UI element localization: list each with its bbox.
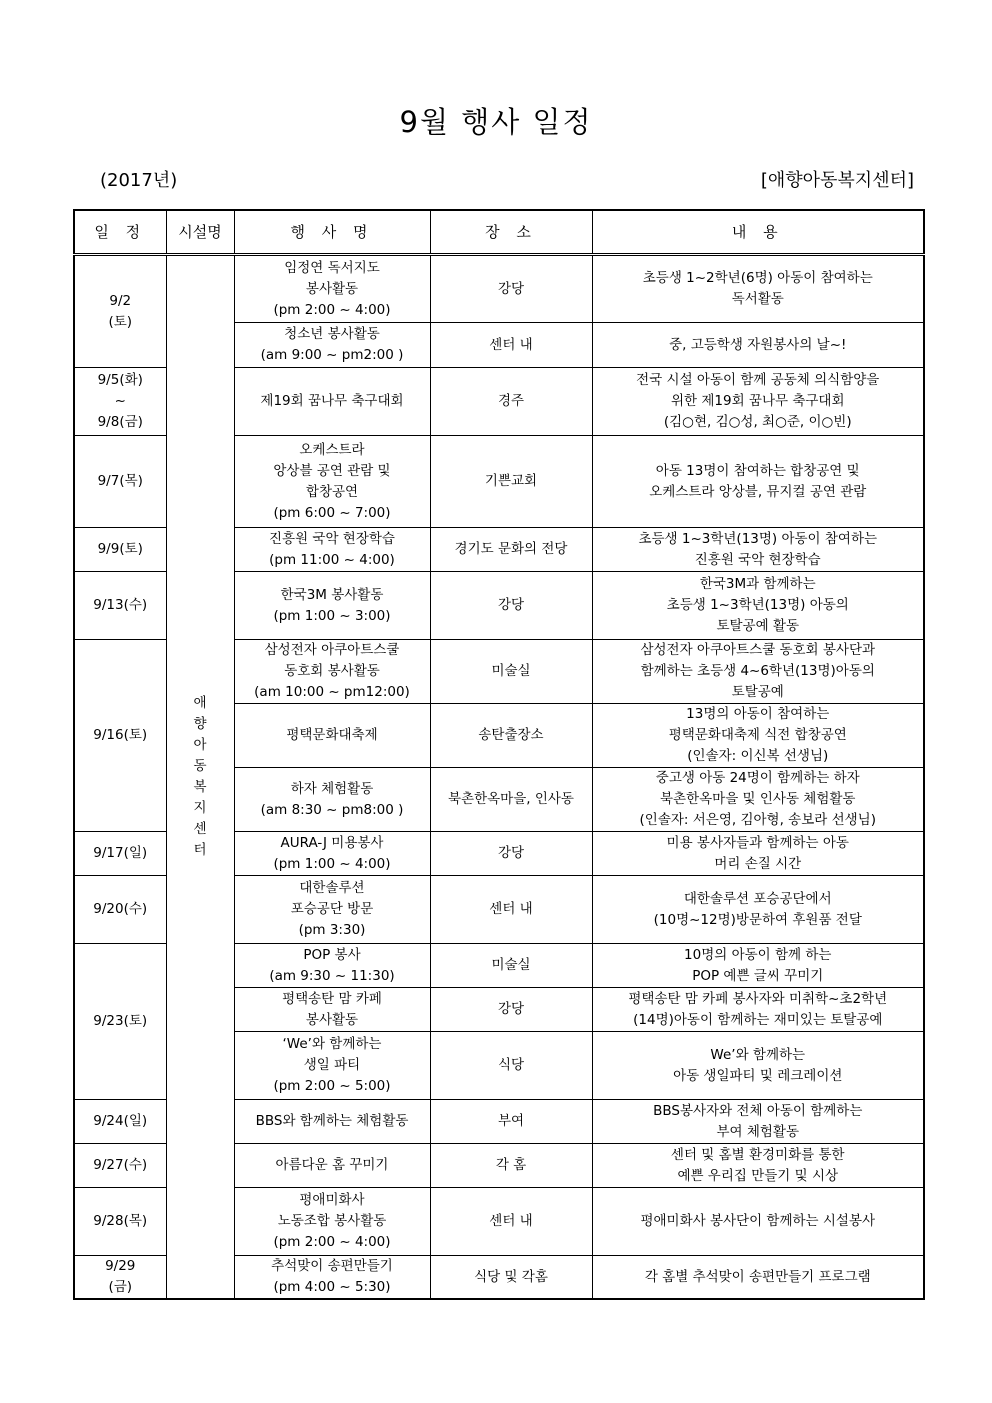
event-cell: 추석맞이 송편만들기 (pm 4:00 ~ 5:30) <box>234 1256 430 1300</box>
date-cell: 9/2 (토) <box>74 255 166 368</box>
schedule-table <box>73 209 925 1300</box>
date-cell: 9/23(토) <box>74 944 166 1100</box>
event-cell: 진흥원 국악 현장학습 (pm 11:00 ~ 4:00) <box>234 528 430 572</box>
place-cell: 미술실 <box>430 944 592 988</box>
date-cell: 9/17(일) <box>74 832 166 876</box>
header-date: 일 정 <box>74 210 166 255</box>
date-cell: 9/29 (금) <box>74 1256 166 1300</box>
event-cell: 제19회 꿈나무 축구대회 <box>234 368 430 436</box>
place-cell: 식당 <box>430 1032 592 1100</box>
event-cell: 임정연 독서지도 봉사활동 (pm 2:00 ~ 4:00) <box>234 255 430 323</box>
place-cell: 강당 <box>430 832 592 876</box>
page-title: 9월 행사 일정 <box>399 105 593 139</box>
event-cell: 대한솔루션 포승공단 방문 (pm 3:30) <box>234 876 430 944</box>
event-cell: 하자 체험활동 (am 8:30 ~ pm8:00 ) <box>234 768 430 832</box>
event-cell: 평택송탄 맘 카페 봉사활동 <box>234 988 430 1032</box>
content-cell: 13명의 아동이 참여하는 평택문화대축제 식전 합창공연 (인솔자: 이신복 선생님) <box>592 704 924 768</box>
event-cell: 아름다운 홈 꾸미기 <box>234 1144 430 1188</box>
event-cell: ‘We’와 함께하는 생일 파티 (pm 2:00 ~ 5:00) <box>234 1032 430 1100</box>
event-cell: POP 봉사 (am 9:30 ~ 11:30) <box>234 944 430 988</box>
table-row <box>74 255 924 323</box>
facility-cell: 애 향 아 동 복 지 센 터 <box>166 255 234 1300</box>
date-cell: 9/13(수) <box>74 572 166 640</box>
header-place: 장 소 <box>430 210 592 255</box>
date-cell: 9/27(수) <box>74 1144 166 1188</box>
content-cell: 평애미화사 봉사단이 함께하는 시설봉사 <box>592 1188 924 1256</box>
event-cell: BBS와 함께하는 체험활동 <box>234 1100 430 1144</box>
place-cell: 강당 <box>430 572 592 640</box>
content-cell: 10명의 아동이 함께 하는 POP 예쁜 글씨 꾸미기 <box>592 944 924 988</box>
content-cell: 초등생 1~2학년(6명) 아동이 참여하는 독서활동 <box>592 255 924 323</box>
place-cell: 경기도 문화의 전당 <box>430 528 592 572</box>
content-cell: 평택송탄 맘 카페 봉사자와 미취학~초2학년 (14명)아동이 함께하는 재미있는 토탈공예 <box>592 988 924 1032</box>
date-cell: 9/28(목) <box>74 1188 166 1256</box>
date-cell: 9/7(목) <box>74 436 166 528</box>
event-cell: AURA-J 미용봉사 (pm 1:00 ~ 4:00) <box>234 832 430 876</box>
content-cell: 대한솔루션 포승공단에서 (10명~12명)방문하여 후원품 전달 <box>592 876 924 944</box>
place-cell: 센터 내 <box>430 876 592 944</box>
place-cell: 송탄출장소 <box>430 704 592 768</box>
place-cell: 센터 내 <box>430 323 592 368</box>
place-cell: 각 홈 <box>430 1144 592 1188</box>
place-cell: 강당 <box>430 255 592 323</box>
place-cell: 부여 <box>430 1100 592 1144</box>
event-cell: 평애미화사 노동조합 봉사활동 (pm 2:00 ~ 4:00) <box>234 1188 430 1256</box>
content-cell: 각 홈별 추석맞이 송편만들기 프로그램 <box>592 1256 924 1300</box>
event-cell: 한국3M 봉사활동 (pm 1:00 ~ 3:00) <box>234 572 430 640</box>
header-facility: 시설명 <box>166 210 234 255</box>
date-cell: 9/5(화) ~ 9/8(금) <box>74 368 166 436</box>
place-cell: 미술실 <box>430 640 592 704</box>
content-cell: 한국3M과 함께하는 초등생 1~3학년(13명) 아동의 토탈공예 활동 <box>592 572 924 640</box>
place-cell: 센터 내 <box>430 1188 592 1256</box>
event-cell: 평택문화대축제 <box>234 704 430 768</box>
event-cell: 청소년 봉사활동 (am 9:00 ~ pm2:00 ) <box>234 323 430 368</box>
content-cell: 중, 고등학생 자원봉사의 날~! <box>592 323 924 368</box>
organization-label: [애향아동복지센터] <box>760 170 914 191</box>
place-cell: 북촌한옥마을, 인사동 <box>430 768 592 832</box>
content-cell: BBS봉사자와 전체 아동이 함께하는 부여 체험활동 <box>592 1100 924 1144</box>
date-cell: 9/24(일) <box>74 1100 166 1144</box>
place-cell: 경주 <box>430 368 592 436</box>
header-row <box>74 210 924 255</box>
header-content: 내 용 <box>592 210 924 255</box>
place-cell: 강당 <box>430 988 592 1032</box>
place-cell: 기쁜교회 <box>430 436 592 528</box>
content-cell: 삼성전자 아쿠아트스쿨 동호회 봉사단과 함께하는 초등생 4~6학년(13명)아동의 토탈공예 <box>592 640 924 704</box>
year-label: (2017년) <box>100 170 178 191</box>
date-cell: 9/20(수) <box>74 876 166 944</box>
content-cell: 초등생 1~3학년(13명) 아동이 참여하는 진흥원 국악 현장학습 <box>592 528 924 572</box>
event-cell: 삼성전자 아쿠아트스쿨 동호회 봉사활동 (am 10:00 ~ pm12:00) <box>234 640 430 704</box>
date-cell: 9/16(토) <box>74 640 166 832</box>
content-cell: We’와 함께하는 아동 생일파티 및 레크레이션 <box>592 1032 924 1100</box>
content-cell: 중고생 아동 24명이 함께하는 하자 북촌한옥마을 및 인사동 체험활동 (인솔자: 서은영, 김아형, 송보라 선생님) <box>592 768 924 832</box>
content-cell: 미용 봉사자들과 함께하는 아동 머리 손질 시간 <box>592 832 924 876</box>
content-cell: 센터 및 홈별 환경미화를 통한 예쁜 우리집 만들기 및 시상 <box>592 1144 924 1188</box>
date-cell: 9/9(토) <box>74 528 166 572</box>
place-cell: 식당 및 각홈 <box>430 1256 592 1300</box>
header-event: 행 사 명 <box>234 210 430 255</box>
content-cell: 전국 시설 아동이 함께 공동체 의식함양을 위한 제19회 꿈나무 축구대회 (김○현, 김○성, 최○준, 이○빈) <box>592 368 924 436</box>
event-cell: 오케스트라 앙상블 공연 관람 및 합창공연 (pm 6:00 ~ 7:00) <box>234 436 430 528</box>
content-cell: 아동 13명이 참여하는 합창공연 및 오케스트라 앙상블, 뮤지컬 공연 관람 <box>592 436 924 528</box>
